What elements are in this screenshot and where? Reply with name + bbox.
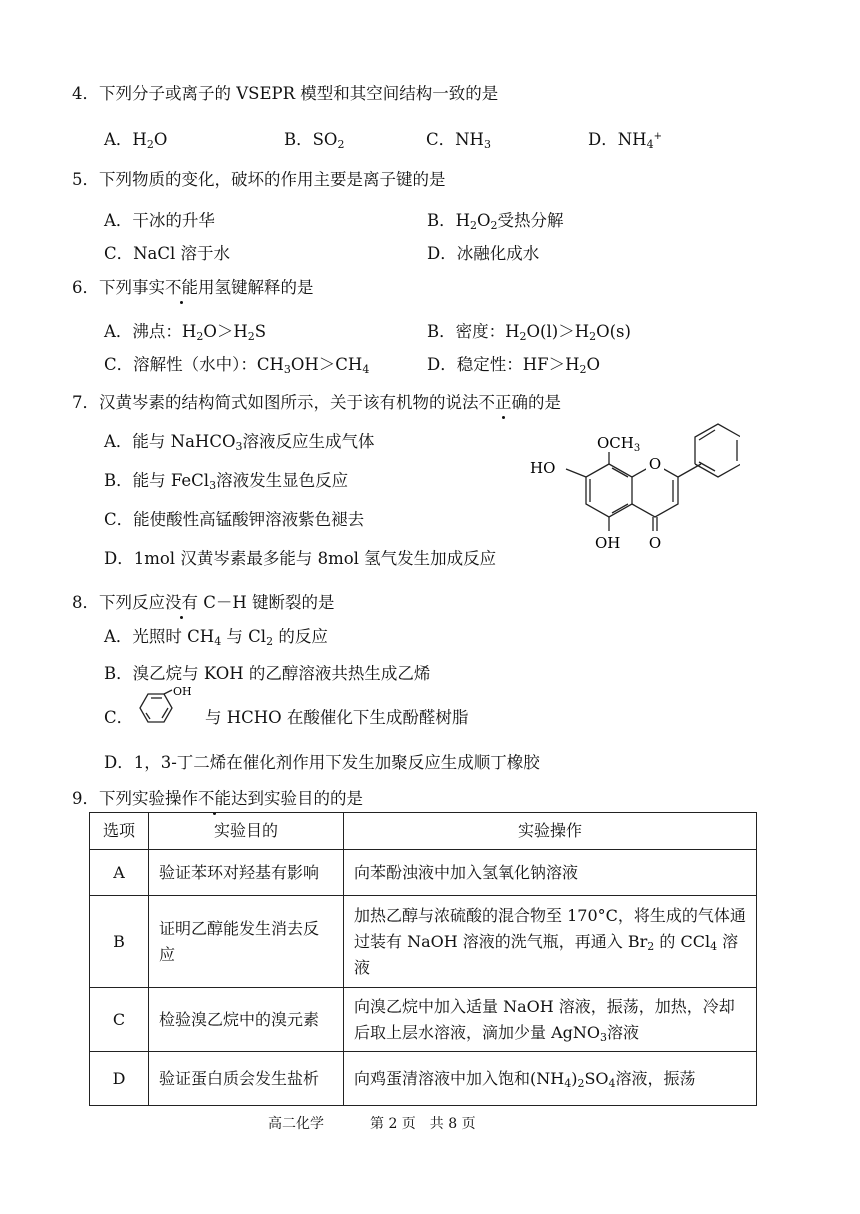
q5-option-b: B．$H_2O_2$受热分解: [427, 211, 564, 232]
experiment-table: [89, 812, 757, 1106]
question-7-stem: 7．汉黄岑素的结构简式如图所示，关于该有机物的说法不正确的是: [72, 393, 561, 412]
q8-option-c-label: C．: [104, 708, 134, 727]
phenol-oh-label: OH: [173, 686, 192, 698]
emphasis-mark: 不正确: [478, 393, 528, 412]
table-row: [90, 850, 757, 896]
question-number: 5．: [72, 170, 99, 189]
row-key: C: [90, 988, 149, 1052]
q5-option-d: D．冰融化成水: [427, 244, 540, 263]
emphasis-mark: 不能: [198, 789, 231, 808]
q4-option-d: D．$NH_4^+$: [588, 130, 662, 151]
question-4-stem: [72, 80, 498, 104]
methoxy-label: $OCH_3$: [597, 434, 641, 454]
q7-option-a: A．能与 NaHCO$_3$溶液反应生成气体: [104, 432, 375, 453]
row-aim: 检验溴乙烷中的溴元素: [149, 988, 344, 1052]
keto-oxygen-label: O: [648, 534, 662, 552]
q8-option-a: A．光照时 $CH_4$ 与 $Cl_2$ 的反应: [104, 627, 328, 648]
q8-option-c-text: 与 HCHO 在酸催化下生成酚醛树脂: [205, 708, 469, 727]
row-operation: 向溴乙烷中加入适量 NaOH 溶液，振荡，加热，冷却后取上层水溶液，滴加少量 AgNO$_3$溶液: [344, 988, 757, 1052]
q4-option-b: B．$SO_2$: [284, 130, 345, 151]
row-key: B: [90, 896, 149, 988]
q7-option-d: D．1mol 汉黄岑素最多能与 8mol 氢气发生加成反应: [104, 549, 497, 568]
row-aim: 验证苯环对羟基有影响: [149, 850, 344, 896]
q7-option-c: C．能使酸性高锰酸钾溶液紫色褪去: [104, 510, 365, 529]
row-aim: 证明乙醇能发生消去反应: [149, 896, 344, 988]
question-5-stem: [72, 166, 446, 190]
emphasis-mark: 没有: [165, 593, 198, 612]
q8-option-b: B．溴乙烷与 KOH 的乙醇溶液共热生成乙烯: [104, 664, 431, 683]
q6-option-a: A．沸点：$H_2O>H_2S$: [104, 322, 267, 343]
footer-subject: 高二化学: [268, 1116, 324, 1132]
q8-option-d: D．1，3-丁二烯在催化剂作用下发生加聚反应生成顺丁橡胶: [104, 753, 540, 772]
row-key: D: [90, 1052, 149, 1106]
question-6-stem: 6．下列事实不能用氢键解释的是: [72, 278, 314, 297]
question-text: 下列物质的变化，破坏的作用主要是离子键的是: [99, 170, 446, 189]
header-aim: 实验目的: [149, 813, 344, 850]
footer-page-number: 第 2 页 共 8 页: [370, 1116, 476, 1132]
table-row: [90, 1052, 757, 1106]
table-header-row: [90, 813, 757, 850]
q4-option-a: A．$H_2O$: [104, 130, 168, 151]
hydroxyl-label-bottom: OH: [595, 534, 621, 552]
header-option: 选项: [90, 813, 149, 850]
q5-option-c: C．NaCl 溶于水: [104, 244, 231, 263]
hydroxyl-label-left: HO: [530, 459, 556, 477]
header-operation: 实验操作: [344, 813, 757, 850]
row-aim: 验证蛋白质会发生盐析: [149, 1052, 344, 1106]
question-text: 下列分子或离子的 VSEPR 模型和其空间结构一致的是: [99, 84, 499, 103]
question-9-stem: 9．下列实验操作不能达到实验目的的是: [72, 789, 363, 808]
row-operation: 向鸡蛋清溶液中加入饱和$(NH_4)_2SO_4$溶液，振荡: [344, 1052, 757, 1106]
table-row: [90, 988, 757, 1052]
ring-oxygen-label: O: [648, 455, 662, 473]
q4-option-c: C．$NH_3$: [426, 130, 491, 151]
emphasis-mark: 不能: [165, 278, 198, 297]
q7-option-b: B．能与 FeCl$_3$溶液发生显色反应: [104, 471, 349, 492]
row-operation: 加热乙醇与浓硫酸的混合物至 170°C，将生成的气体通过装有 NaOH 溶液的洗气瓶，再通入 $Br_2$ 的 CCl$_4$ 溶液: [344, 896, 757, 988]
phenol-structure-diagram: [130, 686, 206, 734]
wogonin-structure-diagram: [520, 422, 740, 562]
row-key: A: [90, 850, 149, 896]
q6-option-b: B．密度：$H_2O(l)>H_2O(s)$: [427, 322, 631, 343]
row-operation: 向苯酚浊液中加入氢氧化钠溶液: [344, 850, 757, 896]
q6-option-d: D．稳定性：$HF>H_2O$: [427, 355, 600, 376]
q5-option-a: A．干冰的升华: [104, 211, 215, 230]
question-8-stem: 8．下列反应没有 C－H 键断裂的是: [72, 593, 335, 612]
table-row: [90, 896, 757, 988]
q6-option-c: C．溶解性（水中）：$CH_3OH>CH_4$: [104, 355, 370, 376]
question-number: 4．: [72, 84, 99, 103]
